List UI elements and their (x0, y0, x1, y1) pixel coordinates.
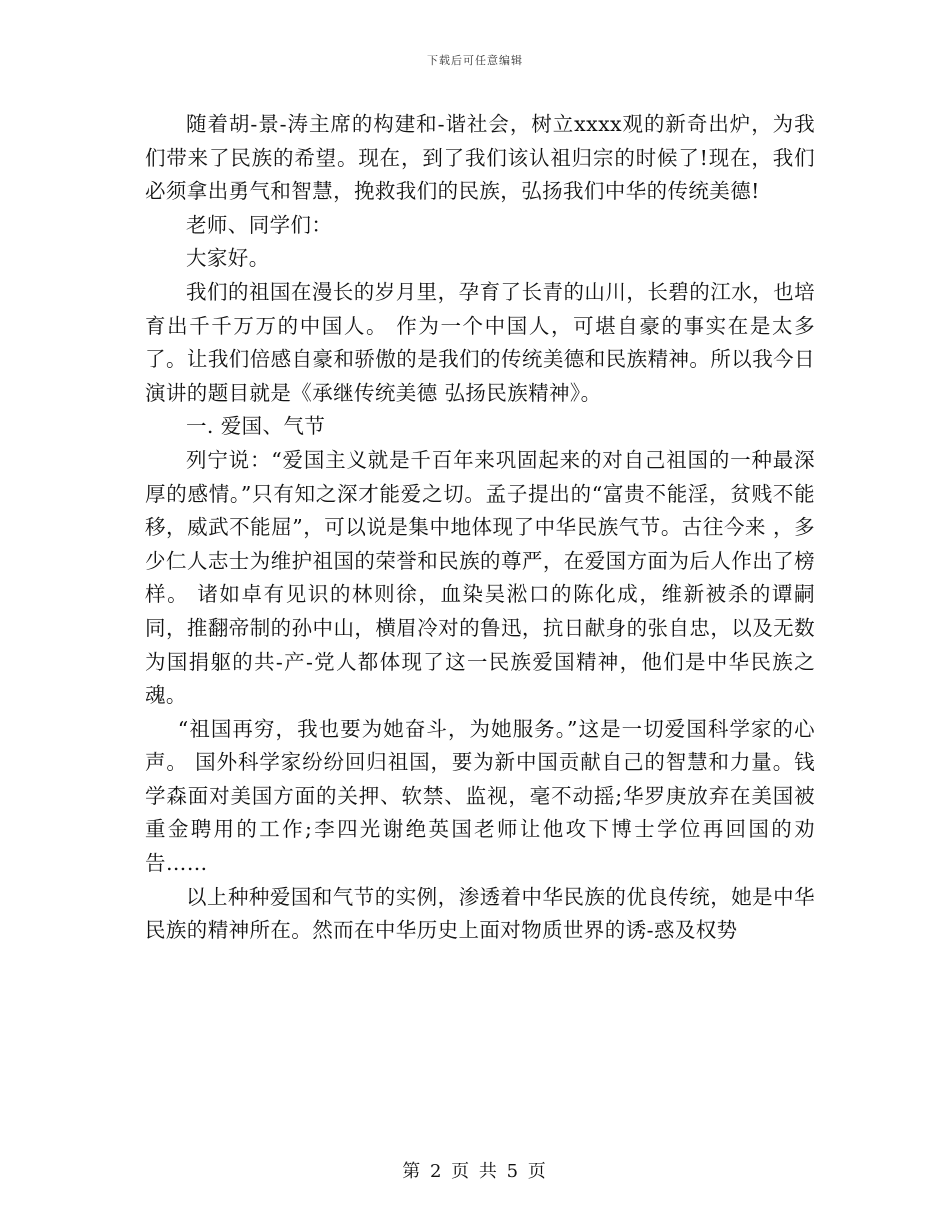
document-body (145, 108, 815, 948)
paragraph-conclusion: 以上种种爱国和气节的实例，渗透着中华民族的优良传统，她是中华民族的精神所在。然而在中华历史上面对物质世界的诱-惑及权势 (145, 884, 815, 943)
page-header: 下载后可任意编辑 (427, 54, 523, 67)
paragraph-scientists: “祖国再穷，我也要为她奋斗，为她服务。”这是一切爱国科学家的心声。 国外科学家纷纷回归祖国，要为新中国贡献自己的智慧和力量。钱学森面对美国方面的关押、软禁、监视，毫不动摇;华罗庚放弃在美国被重金聘用的工作;李四光谢绝英国老师让他攻下博士学位再回国的劝告…… (145, 716, 815, 876)
section-heading-patriotism: 一. 爱国、气节 (186, 414, 326, 439)
paragraph-lenin-quote: 列宁说：“爱国主义就是千百年来巩固起来的对自己祖国的一种最深厚的感情。”只有知之深才能爱之切。孟子提出的“富贵不能淫，贫贱不能移，威武不能屈”，可以说是集中地体现了中华民族气节。古往今来 ，多少仁人志士为维护祖国的荣誉和民族的尊严，在爱国方面为后人作出了榜样。 诸如卓有见识的林则徐，血染吴淞口的陈化成，维新被杀的谭嗣同，推翻帝制的孙中山，横眉冷对的鲁迅，抗日献身的张自忠，以及无数为国捐躯的共-产-党人都体现了这一民族爱国精神，他们是中华民族之魂。 (145, 447, 815, 708)
paragraph-greeting: 大家好。 (186, 246, 270, 271)
page-number: 第 2 页 共 5 页 (402, 1161, 548, 1182)
paragraph-topic: 我们的祖国在漫长的岁月里，孕育了长青的山川，长碧的江水，也培育出千千万万的中国人。 作为一个中国人，可堪自豪的事实在是太多了。让我们倍感自豪和骄傲的是我们的传统美德和民族精神。所以我今日演讲的题目就是《承继传统美德 弘扬民族精神》。 (145, 279, 815, 405)
paragraph-salutation: 老师、同学们： (186, 212, 333, 237)
paragraph-intro: 随着胡-景-涛主席的构建和-谐社会，树立xxxx观的新奇出炉，为我们带来了民族的希望。现在，到了我们该认祖归宗的时候了!现在，我们必须拿出勇气和智慧，挽救我们的民族，弘扬我们中华的传统美德! (145, 112, 815, 204)
